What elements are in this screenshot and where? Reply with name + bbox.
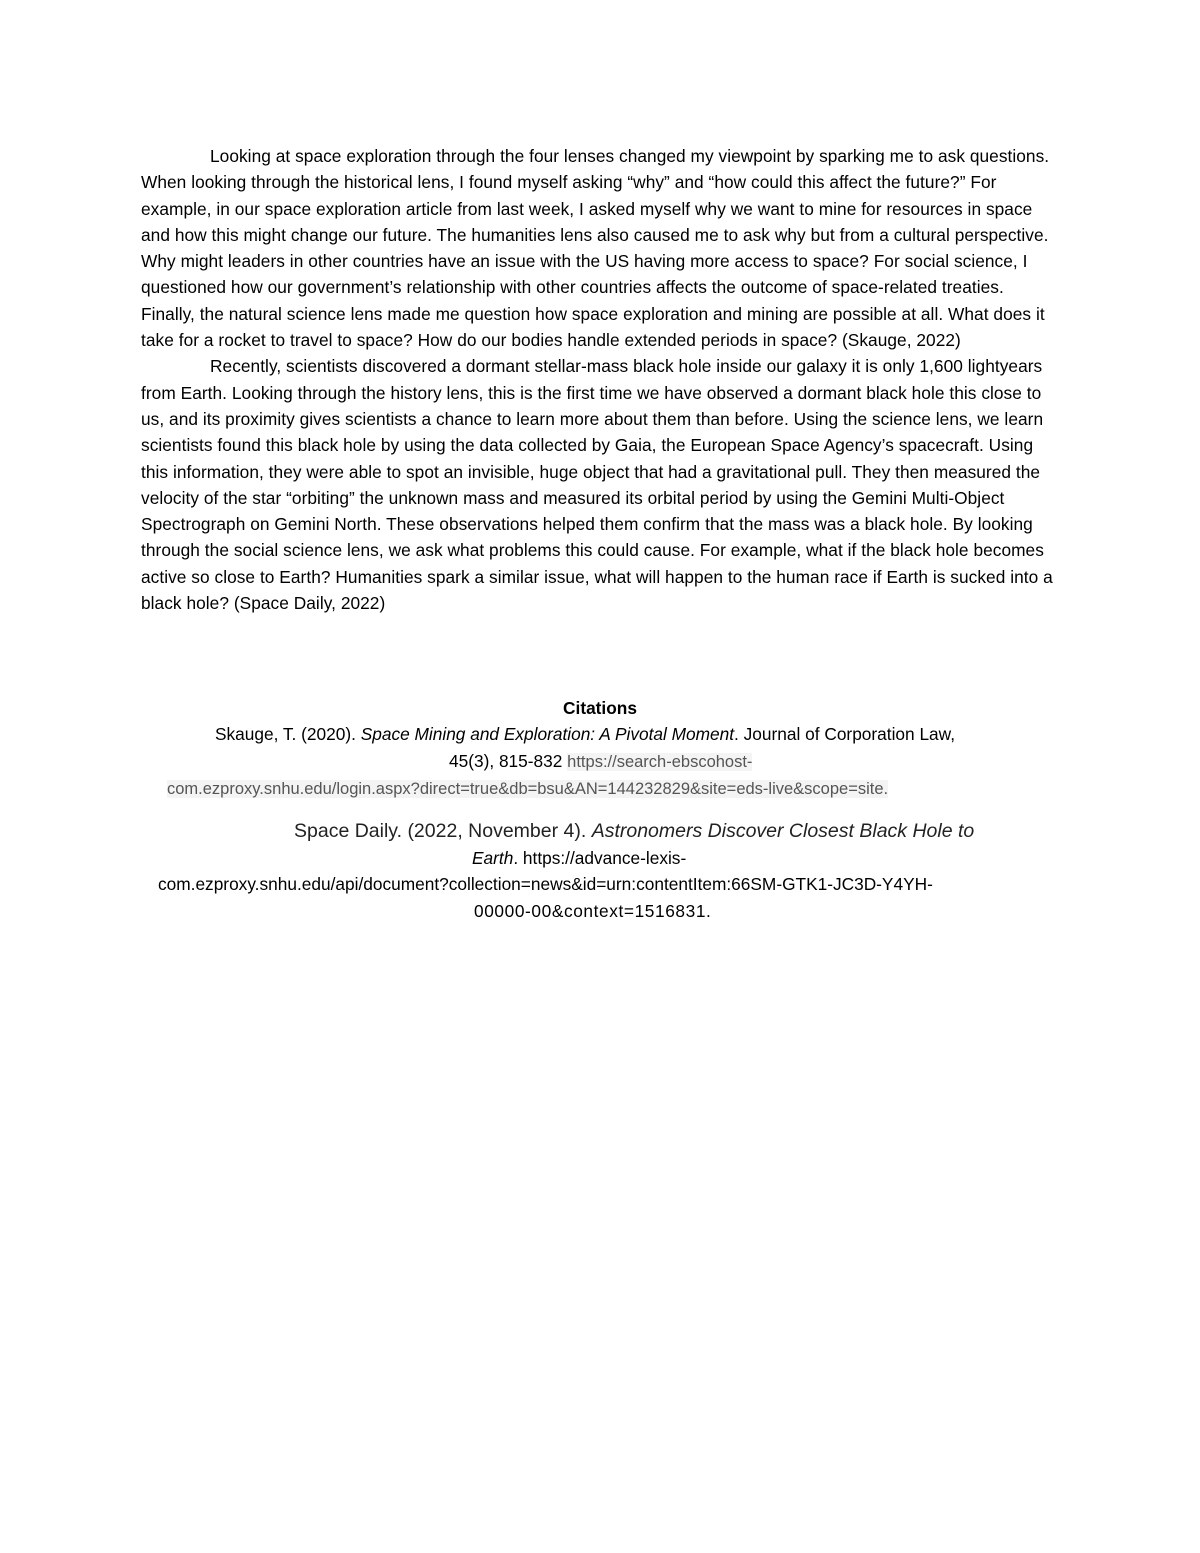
citation-space-daily-link-start[interactable]: . https://advance-lexis- — [513, 847, 687, 868]
paragraph-black-hole: Recently, scientists discovered a dormant stellar-mass black hole inside our galaxy it is only 1,600 lightyears from Earth. Looking through the history lens, this is the first time we have observed a dormant black hole this close to us, and its proximity gives scientists a chance to learn more about them than before. Using the science lens, we learn scientists found this black hole by using the data collected by Gaia, the European Space Agency’s spacecraft. Using this information, they were able to spot an invisible, huge object that had a gravitational pull. They then measured the velocity of the star “orbiting” the unknown mass and measured its orbital period by using the Gemini Multi-Object Spectrograph on Gemini North. These observations helped them confirm that the mass was a black hole. By looking through the social science lens, we ask what problems this could cause. For example, what if the black hole becomes active so close to Earth? Humanities spark a similar issue, what will happen to the human race if Earth is sucked into a black hole? (Space Daily, 2022) — [141, 356, 1053, 614]
citation-skauge-line3 — [167, 775, 1061, 803]
citation-space-daily-line1: Space Daily. (2022, November 4). Astronomers Discover Closest Black Hole to — [294, 820, 975, 842]
citation-skauge — [141, 721, 1061, 803]
citation-skauge-line2: 45(3), 815-832 https://search-ebscohost- — [449, 750, 753, 771]
citation-space-daily — [141, 818, 1061, 924]
citation-space-daily-line3 — [141, 871, 1061, 898]
citation-skauge-link-end[interactable]: com.ezproxy.snhu.edu/login.aspx?direct=true&db=bsu&AN=144232829&site=eds-live&scope=site. — [167, 780, 889, 798]
citation-space-daily-line4 — [141, 898, 1061, 925]
citations-heading: Citations — [563, 698, 637, 718]
citation-skauge-line1: Skauge, T. (2020). Space Mining and Exploration: A Pivotal Moment. Journal of Corporation Law, — [215, 724, 955, 744]
citation-space-daily-title: Astronomers Discover Closest Black Hole to — [591, 820, 975, 842]
essay-body — [141, 143, 1053, 616]
citation-space-daily-line2: Earth. https://advance-lexis- — [472, 847, 687, 868]
citation-space-daily-link-middle[interactable]: com.ezproxy.snhu.edu/api/document?collection=news&id=urn:contentItem:66SM-GTK1-JC3D-Y4YH- — [158, 874, 933, 894]
paragraph-four-lenses: Looking at space exploration through the four lenses changed my viewpoint by sparking me to ask questions. When looking through the historical lens, I found myself asking “why” and “how could this affect the future?” For example, in our space exploration article from last week, I asked myself why we want to mine for resources in space and how this might change our future. The humanities lens also caused me to ask why but from a cultural perspective. Why might leaders in other countries have an issue with the US having more access to space? For social science, I questioned how our government’s relationship with other countries affects the outcome of space-related treaties. Finally, the natural science lens made me question how space exploration and mining are possible at all. What does it take for a rocket to travel to space? How do our bodies handle extended periods in space? (Skauge, 2022) — [141, 146, 1050, 351]
citation-skauge-title: Space Mining and Exploration: A Pivotal Moment — [360, 724, 735, 744]
citation-skauge-link-start[interactable]: https://search-ebscohost- — [567, 752, 753, 771]
citation-space-daily-link-end[interactable]: 00000-00&context=1516831. — [474, 900, 712, 921]
